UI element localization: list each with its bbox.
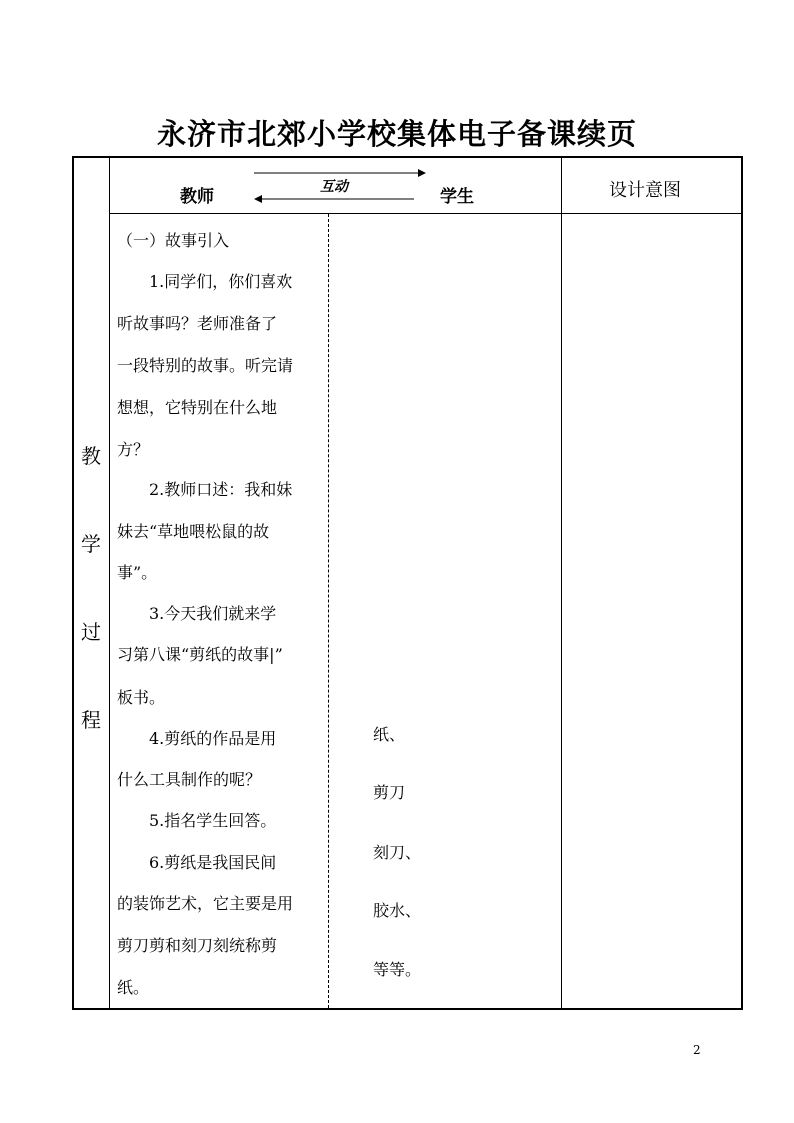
table-border-left (72, 156, 74, 1010)
side-label-char: 程 (81, 708, 101, 732)
side-column-divider (109, 156, 110, 1010)
teacher-line: 4.剪纸的作品是用 (117, 729, 277, 748)
header-teacher: 教师 (180, 187, 214, 207)
teacher-line: 事”。 (117, 563, 158, 582)
teacher-line: 5.指名学生回答。 (117, 811, 277, 830)
teacher-line: 板书。 (117, 688, 166, 707)
student-line: 胶水、 (373, 901, 422, 920)
side-label-char: 过 (81, 620, 101, 644)
teacher-line: 什么工具制作的呢？ (117, 770, 262, 789)
table-border-right (741, 156, 743, 1010)
teacher-line: 一段特别的故事。听完请 (117, 356, 294, 375)
table-border-bottom (72, 1008, 742, 1010)
teacher-line: 的装饰艺术，它主要是用 (117, 894, 294, 913)
teacher-line: 纸。 (117, 978, 150, 997)
teacher-student-divider (328, 214, 329, 1008)
student-line: 纸、 (373, 725, 406, 744)
header-row-divider (109, 213, 742, 214)
header-design-intent: 设计意图 (609, 180, 681, 201)
teacher-line: 1.同学们，你们喜欢 (117, 272, 293, 291)
teacher-line: 2.教师口述：我和妹 (117, 480, 293, 499)
teacher-line: 剪刀剪和刻刀刻统称剪 (117, 936, 278, 955)
teacher-line: 3.今天我们就来学 (117, 604, 277, 623)
side-label-char: 教 (81, 444, 101, 468)
arrow-left-head (254, 195, 262, 203)
teacher-line: （一）故事引入 (117, 231, 230, 250)
student-line: 刻刀、 (373, 843, 422, 862)
page-title: 永济市北郊小学校集体电子备课续页 (156, 117, 637, 151)
arrow-right-head (418, 169, 426, 177)
teacher-line: 听故事吗？老师准备了 (117, 314, 278, 333)
teacher-line: 方？ (117, 440, 150, 459)
page-number: 2 (693, 1043, 701, 1057)
side-label-char: 学 (81, 532, 101, 556)
table-border-top (72, 156, 742, 158)
teacher-line: 想想，它特别在什么地 (117, 398, 278, 417)
design-column-divider (561, 156, 562, 1010)
teacher-line: 6.剪纸是我国民间 (117, 853, 277, 872)
header-student: 学生 (440, 187, 474, 207)
student-line: 剪刀 (373, 783, 406, 802)
student-line: 等等。 (373, 960, 422, 979)
header-interaction: 互动 (320, 179, 348, 195)
interaction-arrows (250, 166, 430, 206)
teacher-line: 习第八课“剪纸的故事|” (117, 645, 283, 664)
teacher-line: 妹去“草地喂松鼠的故 (117, 522, 270, 541)
